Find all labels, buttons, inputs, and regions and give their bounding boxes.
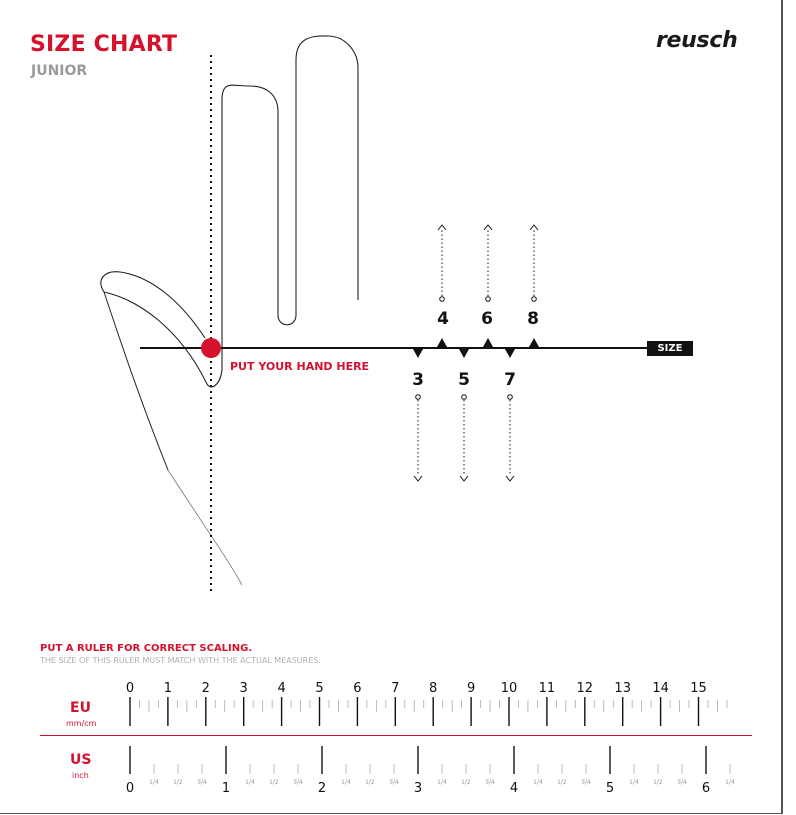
- us-tick-label: 0: [125, 781, 135, 796]
- us-fraction-label: 1/4: [533, 779, 543, 786]
- us-fraction-label: 3/4: [197, 779, 207, 786]
- us-fraction-label: 1/4: [629, 779, 639, 786]
- us-tick-label: 5: [605, 781, 615, 796]
- ruler-note: THE SIZE OF THIS RULER MUST MATCH WITH THE ACTUAL MEASURES.: [40, 656, 321, 665]
- us-ruler: [126, 746, 735, 796]
- size-5-label: 5: [458, 370, 470, 390]
- size-4-label: 4: [437, 309, 449, 329]
- us-fraction-label: 1/4: [245, 779, 255, 786]
- us-fraction-label: 3/4: [677, 779, 687, 786]
- us-fraction-label: 1/2: [365, 779, 375, 786]
- us-fraction-label: 3/4: [485, 779, 495, 786]
- size-7-label: 7: [504, 370, 516, 390]
- eu-tick-label: 5: [315, 681, 324, 696]
- ruler-heading: PUT A RULER FOR CORRECT SCALING.: [40, 643, 253, 654]
- size-8-label: 8: [527, 309, 539, 329]
- us-fraction-label: 1/2: [653, 779, 663, 786]
- hand-placement-label: PUT YOUR HAND HERE: [230, 360, 370, 373]
- us-tick-label: 3: [413, 781, 423, 796]
- size-6-label: 6: [481, 309, 493, 329]
- eu-tick-label: 10: [500, 681, 518, 696]
- us-tick-label: 4: [509, 781, 519, 796]
- eu-tick-label: 7: [391, 681, 400, 696]
- us-fraction-label: 1/2: [173, 779, 183, 786]
- brand-logo: reusch: [656, 28, 738, 53]
- us-tick-label: 2: [317, 781, 327, 796]
- us-fraction-label: 1/2: [269, 779, 279, 786]
- eu-tick-label: 15: [690, 681, 707, 696]
- us-fraction-label: 1/4: [437, 779, 447, 786]
- eu-tick-label: 1: [163, 681, 173, 696]
- size-tag: SIZE: [647, 341, 693, 356]
- eu-unit-label: EU: [70, 700, 91, 716]
- us-fraction-label: 3/4: [293, 779, 303, 786]
- us-fraction-label: 3/4: [389, 779, 399, 786]
- eu-tick-label: 3: [239, 681, 248, 696]
- page-title: SIZE CHART: [30, 32, 178, 57]
- eu-tick-label: 8: [429, 681, 438, 696]
- us-unit-label: US: [70, 752, 92, 768]
- us-unit-sub: inch: [72, 771, 89, 780]
- eu-tick-label: 6: [353, 681, 362, 696]
- us-fraction-label: 3/4: [581, 779, 591, 786]
- us-fraction-label: 1/4: [341, 779, 351, 786]
- us-fraction-label: 1/4: [149, 779, 159, 786]
- eu-tick-label: 4: [277, 681, 286, 696]
- size-3-label: 3: [412, 370, 424, 390]
- us-fraction-label: 1/4: [725, 779, 735, 786]
- eu-tick-label: 9: [466, 681, 476, 696]
- eu-tick-label: 12: [576, 681, 594, 696]
- page-subtitle: JUNIOR: [31, 63, 88, 79]
- us-tick-label: 6: [701, 781, 711, 796]
- us-tick-label: 1: [221, 781, 231, 796]
- eu-tick-label: 11: [538, 681, 556, 696]
- eu-unit-sub: mm/cm: [66, 719, 97, 728]
- us-fraction-label: 1/2: [461, 779, 471, 786]
- eu-tick-label: 14: [652, 681, 669, 696]
- eu-ruler: [126, 681, 727, 726]
- eu-tick-label: 0: [125, 681, 135, 696]
- us-fraction-label: 1/2: [557, 779, 567, 786]
- eu-tick-label: 2: [201, 681, 210, 696]
- eu-tick-label: 13: [614, 681, 631, 696]
